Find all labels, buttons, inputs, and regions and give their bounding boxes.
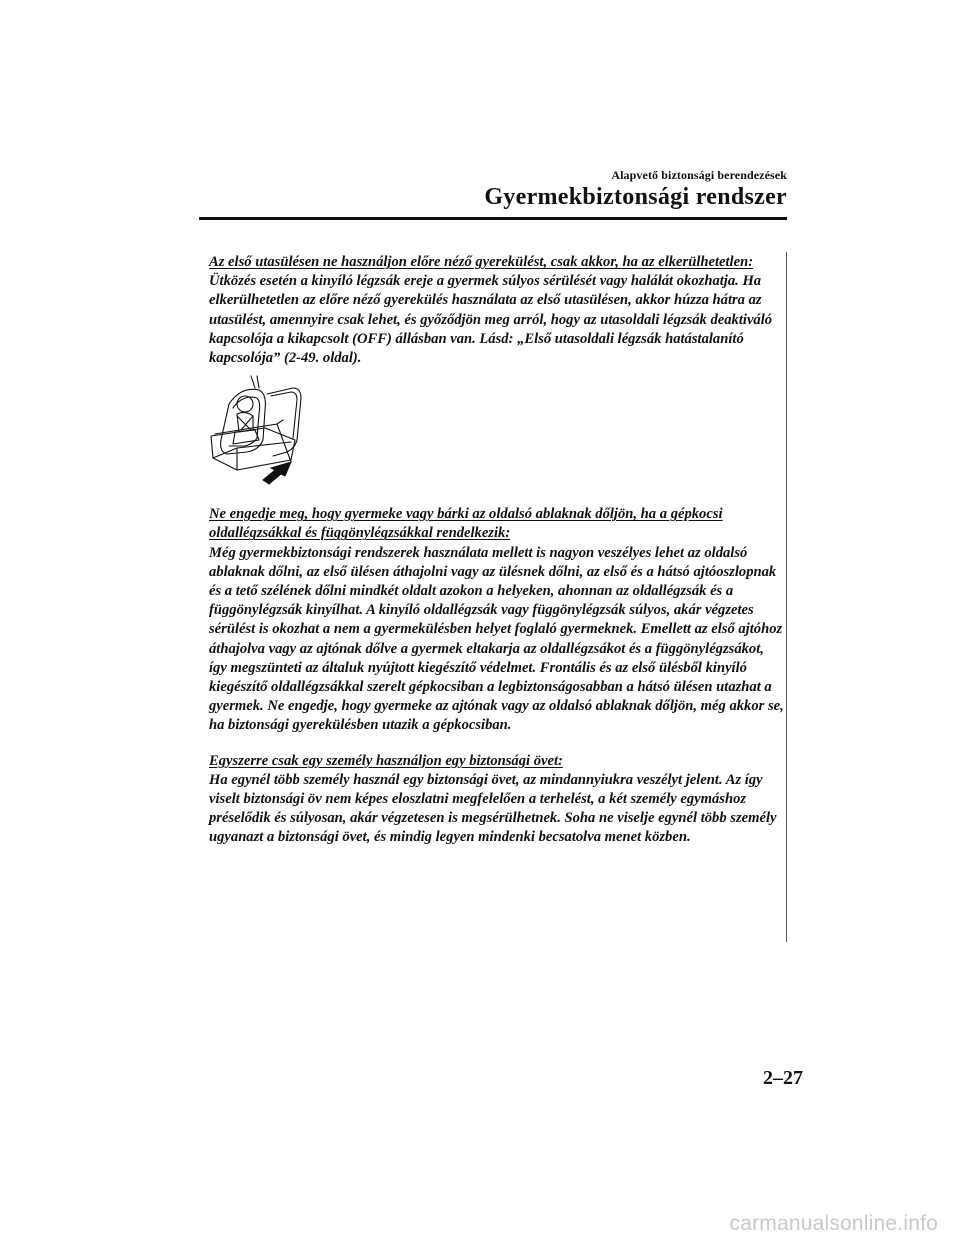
- warning-body: Ütközés esetén a kinyíló légzsák ereje a gyermek súlyos sérülését vagy halálát okozhatja. Ha elkerülhetetlen az előre néző gyerekülés használata az első utasülésen, akkor húzza hátra az utasülést, amennyire csak lehet, és győződjön meg arról, hogy az utasoldali légzsák deaktiváló kapcsolója a kikapcsolt (OFF) állásban van. Lásd: „Első utasoldali légzsák hatástalanító kapcsolója” (2-49. oldal).: [209, 273, 773, 367]
- page-number: 2–27: [763, 1067, 803, 1089]
- page-title: Gyermekbiztonsági rendszer: [484, 184, 787, 210]
- warning-body: Még gyermekbiztonsági rendszerek használata mellett is nagyon veszélyes lehet az oldalsó ablaknak dőlni, az első ülésen áthajolni vagy az ülésnek dőlni, az első és a hátsó ajtóoszlopnak és a tető szélének dőlni mindkét oldalt azokon a helyeken, ahonnan az oldallégzsák és a függönylégzsák kinyílhat. A kinyíló oldallégzsák vagy függönylégzsák súlyos, akár végzetes sérülést is okozhat a nem a gyermekülésben helyet foglaló gyermeknek. Emellett az első ajtóhoz áthajolva vagy az ajtónak dőlve a gyermek eltakarja az oldallégzsákot és a függönylégzsákot, így megszünteti az általuk nyújtott kiegészítő védelmet. Frontális és az első ülésből kinyíló kiegészítő oldallégzsákkal szerelt gépkocsiban a legbiztonságosabban a hátsó ülésen utazhat a gyermek. Ne engedje, hogy gyermeke az ajtónak vagy az oldalsó ablaknak dőljön, még akkor se, ha biztonsági gyerekülésben utazik a gépkocsiban.: [209, 544, 784, 734]
- margin-rule: [786, 252, 787, 942]
- child-seat-illustration-icon: [207, 374, 311, 486]
- header-rule: [199, 217, 787, 220]
- warning-body: Ha egynél több személy használ egy biztonsági övet, az mindannyiukra veszélyt jelent. Az így viselt biztonsági öv nem képes eloszlatni megfelelően a terhelést, a két személy egymáshoz préselődik és súlyosan, akár végzetesen is megsérülhetnek. Soha ne viselje egynél több személy ugyanazt a biztonsági övet, és mindig legyen mindenki becsatolva menet közben.: [209, 771, 777, 846]
- warning-heading: Egyszerre csak egy személy használjon egy biztonsági övet:: [209, 752, 563, 769]
- warning-block-one-belt: [209, 752, 784, 848]
- content: [209, 253, 784, 848]
- watermark-text: carmanualsonline.info: [729, 1212, 938, 1235]
- warning-block-side-window: [209, 505, 784, 735]
- section-subtitle: Alapvető biztonsági berendezések: [611, 168, 787, 182]
- warning-block-front-seat: [209, 253, 784, 486]
- warning-heading: Ne engedje meg, hogy gyermeke vagy bárki az oldalsó ablaknak dőljön, ha a gépkocsi oldallégzsákkal és függönylégzsákkal rendelkezik:: [209, 506, 723, 542]
- warning-heading: Az első utasülésen ne használjon előre néző gyerekülést, csak akkor, ha az elkerülhetetlen:: [209, 254, 754, 270]
